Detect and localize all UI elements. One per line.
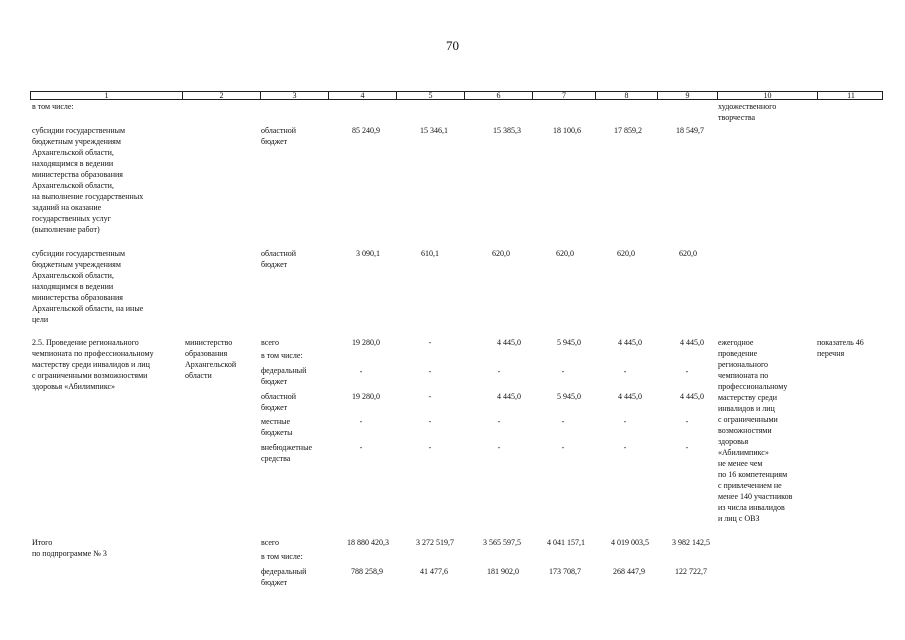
row4-source-total: всего xyxy=(261,538,280,547)
row3-source-incl: в том числе: xyxy=(261,351,303,360)
row4-total-sum: 18 880 420,3 xyxy=(347,538,389,547)
row1-name: субсидии государственным бюджетным учреждениям Архангельской области, находящимся в ведении министерства образования Архангельской области, на выполнение государственных заданий на оказание государственных услуг (выполнение работ) xyxy=(32,126,144,234)
row4-source-federal: федеральный бюджет xyxy=(261,567,307,587)
row1-y2021: 15 385,3 xyxy=(493,126,521,135)
row4-total-y2022: 4 041 157,1 xyxy=(547,538,585,547)
row3-result: ежегодное проведение регионального чемпионата по профессиональному мастерству среди инвалидов и лиц с ограниченными возможностями здоровья «Абилимпикс» не менее чем по 16 компетенциям с привлечением не менее 140 участников из числа инвалидов и лиц с ОВЗ xyxy=(718,338,793,523)
row1-y2024: 18 549,7 xyxy=(676,126,704,135)
row3-total-y2020: - xyxy=(428,338,432,347)
col-header-7: 7 xyxy=(562,91,566,100)
row3-local-y2021: - xyxy=(497,417,501,426)
row3-local-y2020: - xyxy=(428,417,432,426)
row3-federal-y2020: - xyxy=(428,367,432,376)
col-header-1: 1 xyxy=(104,91,109,100)
table-header-row xyxy=(30,91,883,100)
row3-federal-y2024: - xyxy=(685,367,689,376)
col-header-6: 6 xyxy=(496,91,501,100)
row3-total-y2023: 4 445,0 xyxy=(618,338,642,347)
row1-y2022: 18 100,6 xyxy=(553,126,581,135)
row3-name: 2.5. Проведение регионального чемпионата по профессиональному мастерству среди инвалидов и лиц с ограниченными возможностями здоровья «Абилимпикс» xyxy=(32,338,154,391)
row2-total: 3 090,1 xyxy=(356,249,380,258)
row-subtitle: в том числе: xyxy=(32,102,74,111)
row3-federal-sum: - xyxy=(359,367,363,376)
row2-y2022: 620,0 xyxy=(556,249,574,258)
page-number: 70 xyxy=(446,38,459,53)
row3-local-y2022: - xyxy=(561,417,565,426)
row2-source: областной бюджет xyxy=(261,249,297,269)
row2-y2021: 620,0 xyxy=(492,249,510,258)
row3-regional-y2022: 5 945,0 xyxy=(557,392,581,401)
row2-name: субсидии государственным бюджетным учреждениям Архангельской области, находящимся в ведении министерства образования Архангельской области, на иные цели xyxy=(32,249,144,324)
row3-source-extrabudget: внебюджетные средства xyxy=(261,443,312,463)
row4-total-y2024: 3 982 142,5 xyxy=(672,538,710,547)
row3-total-sum: 19 280,0 xyxy=(352,338,380,347)
row3-extrabudget-y2021: - xyxy=(497,443,501,452)
row3-local-y2024: - xyxy=(685,417,689,426)
row3-regional-y2021: 4 445,0 xyxy=(497,392,521,401)
row4-total-y2021: 3 565 597,5 xyxy=(483,538,521,547)
row3-federal-y2023: - xyxy=(623,367,627,376)
row4-source-incl: в том числе: xyxy=(261,552,303,561)
col-header-8: 8 xyxy=(624,91,629,100)
row3-extrabudget-y2024: - xyxy=(685,443,689,452)
row4-federal-y2020: 41 477,6 xyxy=(420,567,448,576)
row2-y2023: 620,0 xyxy=(617,249,635,258)
row4-name: Итого по подпрограмме № 3 xyxy=(32,538,107,558)
row3-local-y2023: - xyxy=(623,417,627,426)
row4-federal-y2023: 268 447,9 xyxy=(613,567,645,576)
col-header-4: 4 xyxy=(360,91,365,100)
col-header-9: 9 xyxy=(685,91,690,100)
row4-federal-y2024: 122 722,7 xyxy=(675,567,707,576)
row1-y2023: 17 859,2 xyxy=(614,126,642,135)
row3-extrabudget-y2023: - xyxy=(623,443,627,452)
row3-executor: министерство образования Архангельской области xyxy=(185,338,237,380)
col-header-11: 11 xyxy=(847,91,855,100)
row3-source-regional: областной бюджет xyxy=(261,392,297,412)
col-header-5: 5 xyxy=(428,91,433,100)
row3-federal-y2021: - xyxy=(497,367,501,376)
col-header-2: 2 xyxy=(219,91,224,100)
row3-regional-y2024: 4 445,0 xyxy=(680,392,704,401)
row4-total-y2020: 3 272 519,7 xyxy=(416,538,454,547)
row4-federal-y2021: 181 902,0 xyxy=(487,567,519,576)
row3-extrabudget-y2022: - xyxy=(561,443,565,452)
row3-total-y2022: 5 945,0 xyxy=(557,338,581,347)
row2-y2020: 610,1 xyxy=(421,249,439,258)
row0-result: художественного творчества xyxy=(718,102,777,122)
row3-source-local: местные бюджеты xyxy=(261,417,293,437)
row4-federal-y2022: 173 708,7 xyxy=(549,567,581,576)
row3-regional-sum: 19 280,0 xyxy=(352,392,380,401)
row4-total-y2023: 4 019 003,5 xyxy=(611,538,649,547)
row3-extrabudget-y2020: - xyxy=(428,443,432,452)
row3-federal-y2022: - xyxy=(561,367,565,376)
row3-regional-y2020: - xyxy=(428,392,432,401)
row4-federal-sum: 788 258,9 xyxy=(351,567,383,576)
row3-extrabudget-sum: - xyxy=(359,443,363,452)
row3-total-y2021: 4 445,0 xyxy=(497,338,521,347)
row1-y2020: 15 346,1 xyxy=(420,126,448,135)
row3-local-sum: - xyxy=(359,417,363,426)
row3-regional-y2023: 4 445,0 xyxy=(618,392,642,401)
row2-y2024: 620,0 xyxy=(679,249,697,258)
row3-source-total: всего xyxy=(261,338,280,347)
row3-total-y2024: 4 445,0 xyxy=(680,338,704,347)
col-header-3: 3 xyxy=(292,91,297,100)
row3-source-federal: федеральный бюджет xyxy=(261,366,307,386)
row1-source: областной бюджет xyxy=(261,126,297,146)
col-header-10: 10 xyxy=(763,91,772,100)
row1-total: 85 240,9 xyxy=(352,126,380,135)
row3-indicator: показатель 46 перечня xyxy=(817,338,864,358)
